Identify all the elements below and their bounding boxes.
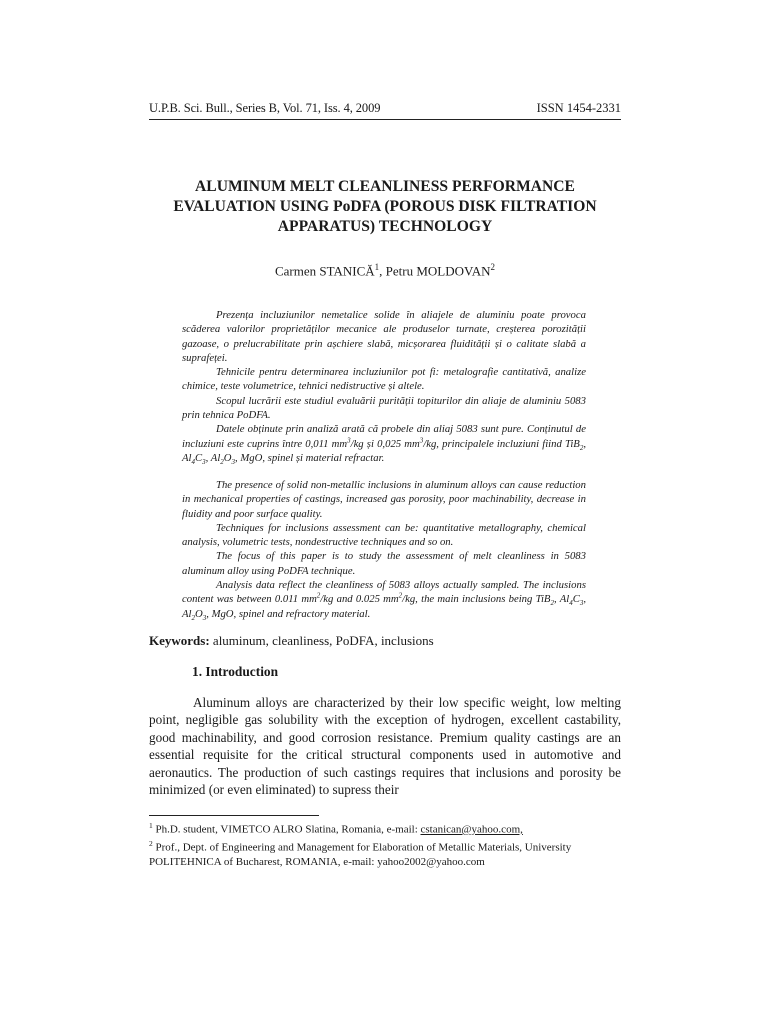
issn: ISSN 1454-2331 (536, 101, 621, 115)
author-2: Petru MOLDOVAN (385, 263, 491, 279)
footnote-2-text: Prof., Dept. of Engineering and Management for Elaboration of Metallic Materials, University POLITEHNICA of Bucharest, ROMANIA, e-mail: yahoo2002@yahoo.com (149, 841, 572, 868)
footnote-rule (149, 815, 319, 816)
title-line-3: APPARATUS) TECHNOLOGY (277, 218, 493, 235)
keywords-line (149, 633, 434, 649)
footnote-2 (149, 837, 621, 869)
abstract-ro-paragraph-2: Tehnicile pentru determinarea incluziunilor pot fi: metalografie cantitativă, analize chimice, teste volumetrice, tehnici nedistructive și altele. (182, 366, 586, 393)
author-line (149, 262, 621, 279)
footnote-1-text: Ph.D. student, VIMETCO ALRO Slatina, Romania, e-mail: (152, 823, 421, 836)
footnote-1 (149, 819, 621, 837)
footnote-1-mark: 1 (149, 821, 153, 830)
keywords-text: aluminum, cleanliness, PoDFA, inclusions (209, 633, 434, 648)
journal-reference: U.P.B. Sci. Bull., Series B, Vol. 71, Iss. 4, 2009 (149, 101, 381, 115)
header-rule (149, 119, 621, 120)
abstract-en-paragraph-4: Analysis data reflect the cleanliness of 5083 alloys actually sampled. The inclusions content was between 0.011 $mm^2/kg$ and 0.025 $mm^2/kg$, the main inclusions being TiB$_2$, $Al_4C_3$, $Al_2O_3$, MgO, spinel and refractory material. (182, 579, 587, 622)
abstract-ro-paragraph-4: Datele obținute prin analiză arată că probele din aliaj 5083 sunt pure. Conținutul de incluziuni este cuprins între 0,011 $mm^3/kg$ și 0,025 $mm^3/kg$, principalele incluziuni fiind TiB$_2$, $Al_4C_3$, $Al_2O_3$, MgO, spinel și material refractar. (182, 423, 586, 467)
keywords-label: Keywords: (149, 633, 210, 648)
abstract-english (182, 478, 586, 621)
footnotes (149, 819, 621, 869)
paper-title (140, 177, 630, 237)
abstract-romanian (182, 308, 586, 465)
section-heading-introduction: 1. Introduction (192, 664, 279, 679)
abstract-en-paragraph-3: The focus of this paper is to study the assessment of melt cleanliness in 5083 aluminum alloy using PoDFA technique. (182, 550, 586, 577)
footnote-1-email-link[interactable]: cstanican@yahoo.com, (420, 823, 523, 836)
abstract-en-paragraph-1: The presence of solid non-metallic inclusions in aluminum alloys can cause reduction in mechanical properties of castings, increased gas porosity, poor machinability, decrease in fluidity and poor surface quality. (182, 479, 586, 520)
author-1: Carmen STANICĂ (274, 263, 375, 279)
title-line-1: ALUMINUM MELT CLEANLINESS PERFORMANCE (195, 178, 575, 195)
title-line-2: EVALUATION USING PoDFA (POROUS DISK FILTRATION (173, 198, 597, 215)
footnote-2-mark: 2 (149, 839, 153, 849)
introduction-paragraph: Aluminum alloys are characterized by their low specific weight, low melting point, negligible gas solubility with the exception of hydrogen, excellent castability, good machinability, and good corrosion resistance. Premium quality castings are an essential requisite for the critical structural components used in automotive and aeronautics. The production of such castings requires that inclusions and porosity be minimized (or even eliminated) to supress their (149, 695, 621, 798)
abstract-ro-paragraph-3: Scopul lucrării este studiul evaluării purității topiturilor din aliaje de aluminiu 5083 prin tehnica PoDFA. (182, 394, 586, 422)
author-separator: , (379, 263, 386, 279)
author-2-mark: 2 (490, 262, 496, 272)
abstract-en-paragraph-2: Techniques for inclusions assessment can be: quantitative metallography, chemical analysis, volumetric tests, nondestructive techniques and so on. (182, 521, 586, 549)
abstract-ro-paragraph-1: Prezența incluziunilor nemetalice solide în aliajele de aluminiu poate provoca scăderea valorilor proprietăților mecanice ale produselor turnate, creșterea porozității gazoase, o prelucrabilitate prin așchiere slabă, micșorarea fluidității și o calitate slabă a suprafeței. (182, 309, 586, 364)
author-1-mark: 1 (374, 262, 380, 272)
